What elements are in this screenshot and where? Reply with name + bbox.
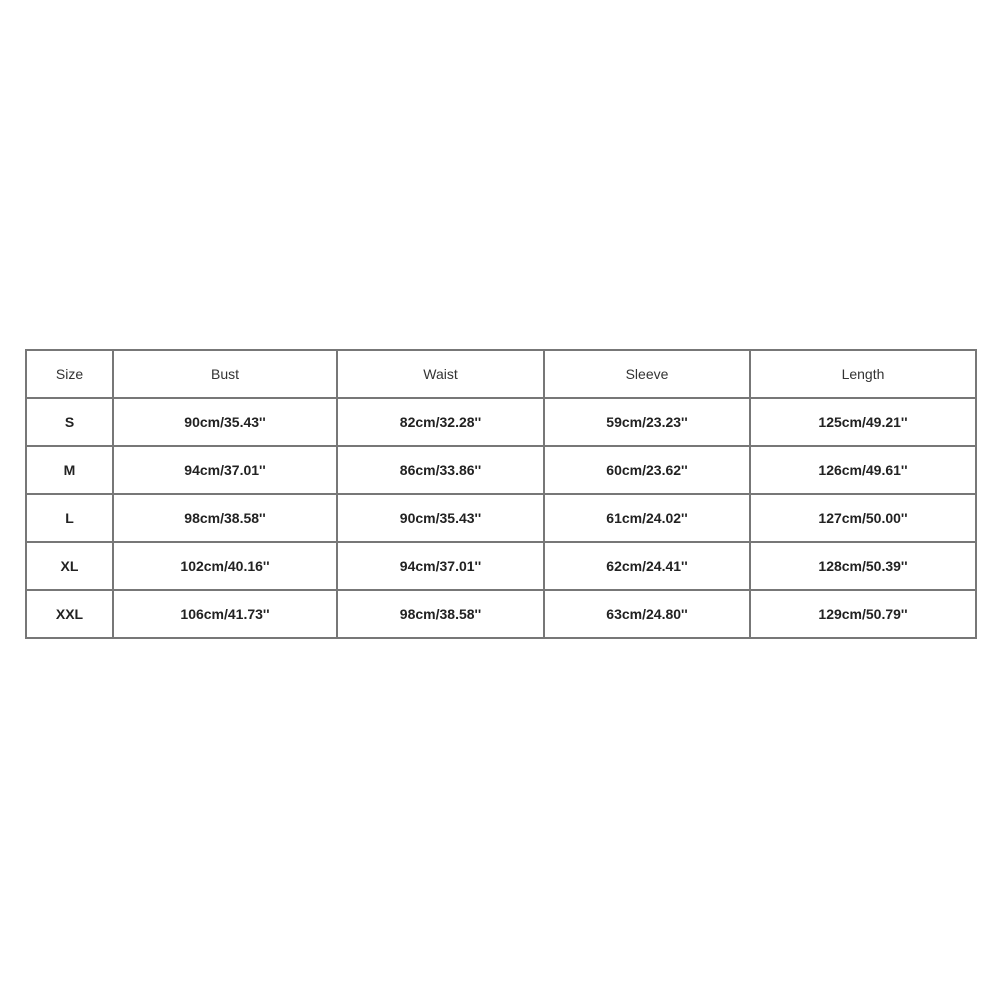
length-cell: 126cm/49.61'' [750, 446, 976, 494]
bust-cell: 98cm/38.58'' [113, 494, 337, 542]
waist-cell: 94cm/37.01'' [337, 542, 544, 590]
waist-cell: 98cm/38.58'' [337, 590, 544, 638]
table-row [26, 446, 976, 494]
header-sleeve: Sleeve [544, 350, 750, 398]
bust-cell: 102cm/40.16'' [113, 542, 337, 590]
table-header-row [26, 350, 976, 398]
size-cell: XL [26, 542, 113, 590]
table-row [26, 542, 976, 590]
size-cell: L [26, 494, 113, 542]
table-row [26, 398, 976, 446]
sleeve-cell: 60cm/23.62'' [544, 446, 750, 494]
header-waist: Waist [337, 350, 544, 398]
waist-cell: 86cm/33.86'' [337, 446, 544, 494]
length-cell: 125cm/49.21'' [750, 398, 976, 446]
waist-cell: 90cm/35.43'' [337, 494, 544, 542]
waist-cell: 82cm/32.28'' [337, 398, 544, 446]
header-length: Length [750, 350, 976, 398]
size-cell: XXL [26, 590, 113, 638]
table-row [26, 590, 976, 638]
bust-cell: 106cm/41.73'' [113, 590, 337, 638]
sleeve-cell: 62cm/24.41'' [544, 542, 750, 590]
header-size: Size [26, 350, 113, 398]
size-chart-table [25, 349, 977, 639]
size-cell: M [26, 446, 113, 494]
bust-cell: 94cm/37.01'' [113, 446, 337, 494]
bust-cell: 90cm/35.43'' [113, 398, 337, 446]
sleeve-cell: 61cm/24.02'' [544, 494, 750, 542]
size-cell: S [26, 398, 113, 446]
sleeve-cell: 59cm/23.23'' [544, 398, 750, 446]
sleeve-cell: 63cm/24.80'' [544, 590, 750, 638]
length-cell: 129cm/50.79'' [750, 590, 976, 638]
table-row [26, 494, 976, 542]
header-bust: Bust [113, 350, 337, 398]
length-cell: 128cm/50.39'' [750, 542, 976, 590]
length-cell: 127cm/50.00'' [750, 494, 976, 542]
